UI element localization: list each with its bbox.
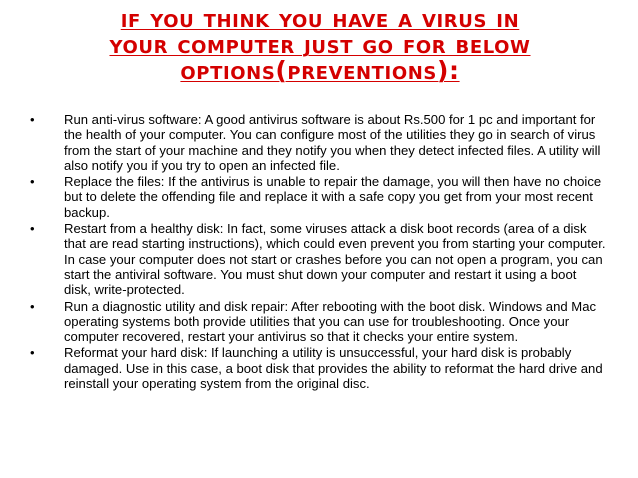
bullet-item-replace-files [26,174,606,220]
bullet-text: Run anti-virus software: A good antivirus software is about Rs.500 for 1 pc and important for the health of your computer. You can configure most of the utilities they go in search of virus from the start of your machine and they notify you when they detect infected files. A utility will also notify you if you try to open an infected file. [64,112,601,173]
bullet-marker: • [30,112,35,127]
bullet-text: Run a diagnostic utility and disk repair: After rebooting with the boot disk. Windows and Mac operating systems both provide utilities that you can use for troubleshooting. Once your computer recovered, restart your antivirus so that it checks your entire system. [64,298,597,345]
bullet-text: Replace the files: If the antivirus is unable to repair the damage, you will then have no choice but to delete the offending file and replace it with a safe copy you get from your most recent backup. [64,174,602,220]
bullet-text: Reformat your hard disk: If launching a utility is unsuccessful, your hard disk is probably damaged. Use in this case, a boot disk that provides the ability to reformat the hard drive and reinstall your operating system from the original disc. [64,345,603,392]
slide-title-line-2: your computer just go for below [109,30,531,59]
bullet-text: Restart from a healthy disk: In fact, some viruses attack a disk boot records (area of a disk that are read starting instructions), which could even prevent you from starting your computer. In case your computer does not start or crashes before you can not open a program, you can start the antiviral software. You must shut down your computer and restart it using a boot disk, write-protected. [64,221,606,298]
bullet-item-diagnostic-utility [26,299,606,345]
slide-title-line-1: if you think you have a virus in [120,4,520,33]
bullet-marker: • [30,298,35,314]
bullet-item-antivirus [26,112,606,173]
bullet-marker: • [30,174,35,190]
bullet-marker: • [30,221,35,237]
slide-title-line-3: options(preventions): [180,56,460,85]
bullet-item-reformat-disk [26,345,606,391]
bullet-list [26,112,606,392]
bullet-item-restart-disk [26,221,606,297]
bullet-marker: • [30,345,35,361]
slide-title [40,6,600,84]
